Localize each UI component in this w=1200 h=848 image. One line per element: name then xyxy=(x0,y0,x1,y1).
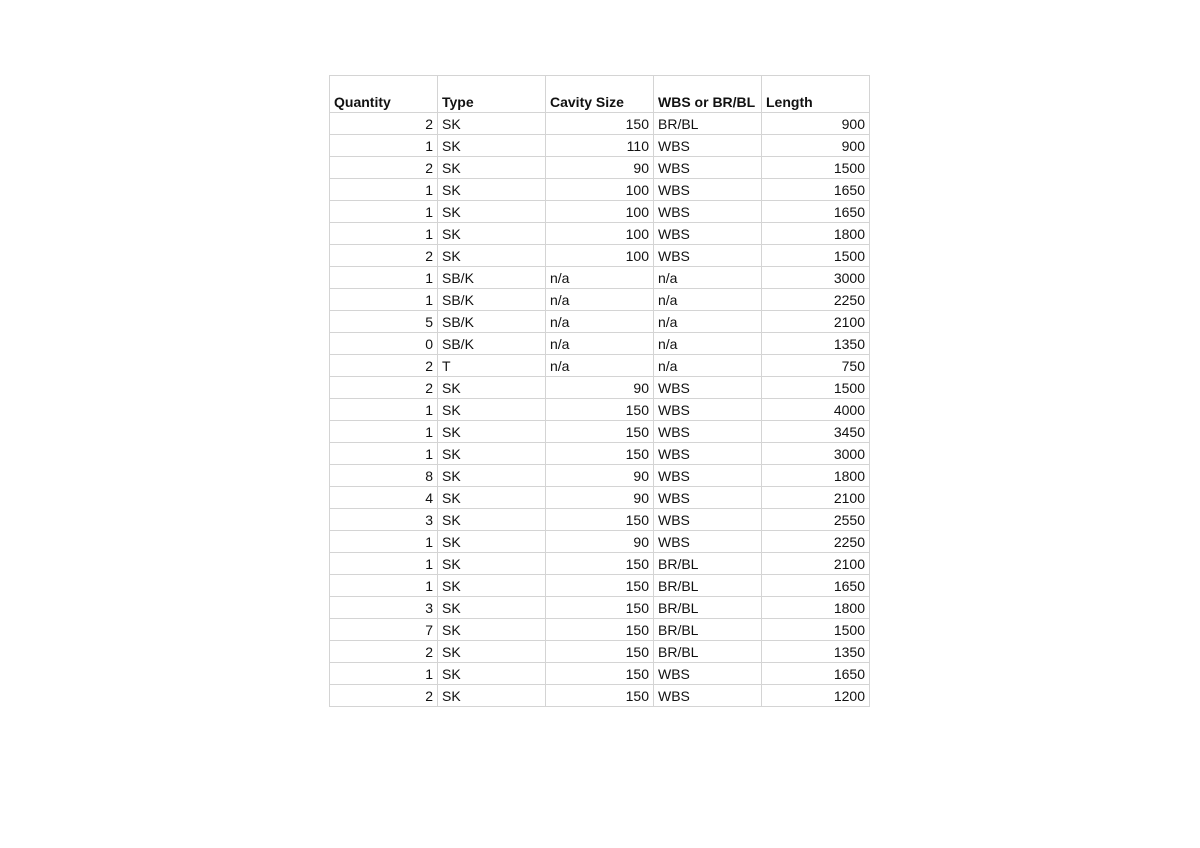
header-cavity-size: Cavity Size xyxy=(546,76,654,113)
table-row xyxy=(330,223,870,245)
cell-quantity: 1 xyxy=(330,135,438,157)
table-row xyxy=(330,553,870,575)
cell-quantity: 2 xyxy=(330,113,438,135)
table-row xyxy=(330,377,870,399)
cell-cavity-size: 90 xyxy=(546,465,654,487)
cell-wbs-or-br-bl: BR/BL xyxy=(654,597,762,619)
cell-length: 3450 xyxy=(762,421,870,443)
cell-wbs-or-br-bl: BR/BL xyxy=(654,553,762,575)
header-type: Type xyxy=(438,76,546,113)
cell-length: 1650 xyxy=(762,663,870,685)
cell-cavity-size: 90 xyxy=(546,531,654,553)
cell-type: SK xyxy=(438,575,546,597)
cell-wbs-or-br-bl: WBS xyxy=(654,509,762,531)
table-row xyxy=(330,619,870,641)
cell-cavity-size: 90 xyxy=(546,377,654,399)
cell-cavity-size: n/a xyxy=(546,267,654,289)
cell-cavity-size: 110 xyxy=(546,135,654,157)
cell-cavity-size: 150 xyxy=(546,597,654,619)
table-row xyxy=(330,487,870,509)
cell-cavity-size: n/a xyxy=(546,289,654,311)
table-row xyxy=(330,289,870,311)
cell-quantity: 2 xyxy=(330,377,438,399)
cell-cavity-size: 150 xyxy=(546,113,654,135)
cell-cavity-size: n/a xyxy=(546,355,654,377)
cell-type: SK xyxy=(438,157,546,179)
cell-quantity: 7 xyxy=(330,619,438,641)
cell-quantity: 1 xyxy=(330,201,438,223)
cell-length: 1350 xyxy=(762,641,870,663)
cell-quantity: 3 xyxy=(330,509,438,531)
cell-length: 1650 xyxy=(762,575,870,597)
cell-quantity: 5 xyxy=(330,311,438,333)
header-row xyxy=(330,76,870,113)
cell-wbs-or-br-bl: WBS xyxy=(654,157,762,179)
cell-type: SK xyxy=(438,487,546,509)
cell-wbs-or-br-bl: WBS xyxy=(654,377,762,399)
header-length: Length xyxy=(762,76,870,113)
cell-wbs-or-br-bl: WBS xyxy=(654,465,762,487)
cell-type: SK xyxy=(438,135,546,157)
cell-quantity: 1 xyxy=(330,531,438,553)
table-row xyxy=(330,355,870,377)
cell-length: 1500 xyxy=(762,157,870,179)
cell-cavity-size: 150 xyxy=(546,619,654,641)
cell-cavity-size: 150 xyxy=(546,641,654,663)
table-body xyxy=(330,113,870,707)
cell-cavity-size: 100 xyxy=(546,179,654,201)
cell-wbs-or-br-bl: WBS xyxy=(654,223,762,245)
cell-wbs-or-br-bl: n/a xyxy=(654,311,762,333)
table-row xyxy=(330,663,870,685)
cell-type: SK xyxy=(438,377,546,399)
cell-length: 2550 xyxy=(762,509,870,531)
cell-type: SK xyxy=(438,685,546,707)
cell-cavity-size: 100 xyxy=(546,223,654,245)
table-row xyxy=(330,509,870,531)
table-row xyxy=(330,443,870,465)
cell-cavity-size: 150 xyxy=(546,399,654,421)
cell-length: 1500 xyxy=(762,619,870,641)
cell-cavity-size: 150 xyxy=(546,443,654,465)
cell-cavity-size: 100 xyxy=(546,245,654,267)
cell-quantity: 0 xyxy=(330,333,438,355)
cell-cavity-size: 90 xyxy=(546,157,654,179)
cell-quantity: 1 xyxy=(330,399,438,421)
cell-wbs-or-br-bl: WBS xyxy=(654,421,762,443)
cell-wbs-or-br-bl: WBS xyxy=(654,399,762,421)
cell-cavity-size: 150 xyxy=(546,685,654,707)
cell-type: SK xyxy=(438,421,546,443)
cell-length: 3000 xyxy=(762,267,870,289)
table-row xyxy=(330,531,870,553)
cell-wbs-or-br-bl: WBS xyxy=(654,201,762,223)
table-row xyxy=(330,465,870,487)
cell-cavity-size: 150 xyxy=(546,421,654,443)
cell-wbs-or-br-bl: n/a xyxy=(654,333,762,355)
cell-cavity-size: n/a xyxy=(546,311,654,333)
table-row xyxy=(330,311,870,333)
spreadsheet-sheet xyxy=(329,75,870,707)
cell-type: SK xyxy=(438,553,546,575)
cell-type: SK xyxy=(438,509,546,531)
cell-length: 1650 xyxy=(762,201,870,223)
cell-length: 1500 xyxy=(762,245,870,267)
cell-cavity-size: 90 xyxy=(546,487,654,509)
table-row xyxy=(330,597,870,619)
table-row xyxy=(330,641,870,663)
cell-quantity: 1 xyxy=(330,553,438,575)
cell-wbs-or-br-bl: WBS xyxy=(654,487,762,509)
cell-length: 750 xyxy=(762,355,870,377)
cell-cavity-size: 150 xyxy=(546,509,654,531)
cell-wbs-or-br-bl: BR/BL xyxy=(654,113,762,135)
cell-quantity: 1 xyxy=(330,575,438,597)
cell-quantity: 3 xyxy=(330,597,438,619)
cell-type: SB/K xyxy=(438,311,546,333)
cell-length: 2100 xyxy=(762,553,870,575)
cell-type: SK xyxy=(438,113,546,135)
cell-wbs-or-br-bl: WBS xyxy=(654,245,762,267)
cell-type: SK xyxy=(438,179,546,201)
cell-type: SK xyxy=(438,531,546,553)
cell-length: 2100 xyxy=(762,311,870,333)
cell-type: SK xyxy=(438,619,546,641)
cell-cavity-size: 150 xyxy=(546,575,654,597)
cell-wbs-or-br-bl: WBS xyxy=(654,179,762,201)
table-row xyxy=(330,399,870,421)
cell-quantity: 4 xyxy=(330,487,438,509)
cell-cavity-size: 100 xyxy=(546,201,654,223)
cell-type: SK xyxy=(438,245,546,267)
cell-length: 900 xyxy=(762,135,870,157)
cell-length: 2250 xyxy=(762,531,870,553)
table-row xyxy=(330,135,870,157)
cell-type: SK xyxy=(438,465,546,487)
table-row xyxy=(330,157,870,179)
cell-cavity-size: 150 xyxy=(546,553,654,575)
cell-wbs-or-br-bl: BR/BL xyxy=(654,575,762,597)
cell-wbs-or-br-bl: WBS xyxy=(654,443,762,465)
cell-type: SK xyxy=(438,201,546,223)
cell-length: 1800 xyxy=(762,465,870,487)
cell-wbs-or-br-bl: BR/BL xyxy=(654,619,762,641)
cell-type: SK xyxy=(438,597,546,619)
header-wbs-or-br-bl: WBS or BR/BL xyxy=(654,76,762,113)
table-header xyxy=(330,76,870,113)
cell-length: 2250 xyxy=(762,289,870,311)
cell-quantity: 1 xyxy=(330,223,438,245)
cell-cavity-size: n/a xyxy=(546,333,654,355)
cell-quantity: 1 xyxy=(330,179,438,201)
header-quantity: Quantity xyxy=(330,76,438,113)
cell-type: SK xyxy=(438,641,546,663)
cell-quantity: 8 xyxy=(330,465,438,487)
cell-quantity: 1 xyxy=(330,663,438,685)
cell-length: 1500 xyxy=(762,377,870,399)
cell-type: SB/K xyxy=(438,289,546,311)
cell-wbs-or-br-bl: BR/BL xyxy=(654,641,762,663)
table-row xyxy=(330,267,870,289)
data-table xyxy=(329,75,870,707)
cell-quantity: 2 xyxy=(330,157,438,179)
cell-type: SK xyxy=(438,223,546,245)
cell-length: 900 xyxy=(762,113,870,135)
cell-type: SB/K xyxy=(438,333,546,355)
table-row xyxy=(330,575,870,597)
cell-wbs-or-br-bl: WBS xyxy=(654,135,762,157)
table-row xyxy=(330,421,870,443)
cell-quantity: 2 xyxy=(330,355,438,377)
cell-type: SB/K xyxy=(438,267,546,289)
cell-length: 1800 xyxy=(762,223,870,245)
cell-type: SK xyxy=(438,663,546,685)
cell-type: SK xyxy=(438,443,546,465)
cell-type: SK xyxy=(438,399,546,421)
cell-quantity: 2 xyxy=(330,641,438,663)
cell-wbs-or-br-bl: n/a xyxy=(654,267,762,289)
cell-length: 2100 xyxy=(762,487,870,509)
table-row xyxy=(330,179,870,201)
cell-wbs-or-br-bl: n/a xyxy=(654,355,762,377)
cell-quantity: 2 xyxy=(330,245,438,267)
cell-quantity: 1 xyxy=(330,443,438,465)
table-row xyxy=(330,201,870,223)
cell-wbs-or-br-bl: WBS xyxy=(654,531,762,553)
cell-quantity: 1 xyxy=(330,267,438,289)
cell-quantity: 1 xyxy=(330,421,438,443)
cell-cavity-size: 150 xyxy=(546,663,654,685)
cell-wbs-or-br-bl: WBS xyxy=(654,685,762,707)
cell-wbs-or-br-bl: n/a xyxy=(654,289,762,311)
cell-length: 1800 xyxy=(762,597,870,619)
cell-quantity: 2 xyxy=(330,685,438,707)
cell-quantity: 1 xyxy=(330,289,438,311)
table-row xyxy=(330,113,870,135)
cell-type: T xyxy=(438,355,546,377)
cell-length: 1650 xyxy=(762,179,870,201)
cell-length: 3000 xyxy=(762,443,870,465)
cell-length: 1200 xyxy=(762,685,870,707)
cell-length: 4000 xyxy=(762,399,870,421)
cell-length: 1350 xyxy=(762,333,870,355)
table-row xyxy=(330,685,870,707)
table-row xyxy=(330,245,870,267)
table-row xyxy=(330,333,870,355)
cell-wbs-or-br-bl: WBS xyxy=(654,663,762,685)
